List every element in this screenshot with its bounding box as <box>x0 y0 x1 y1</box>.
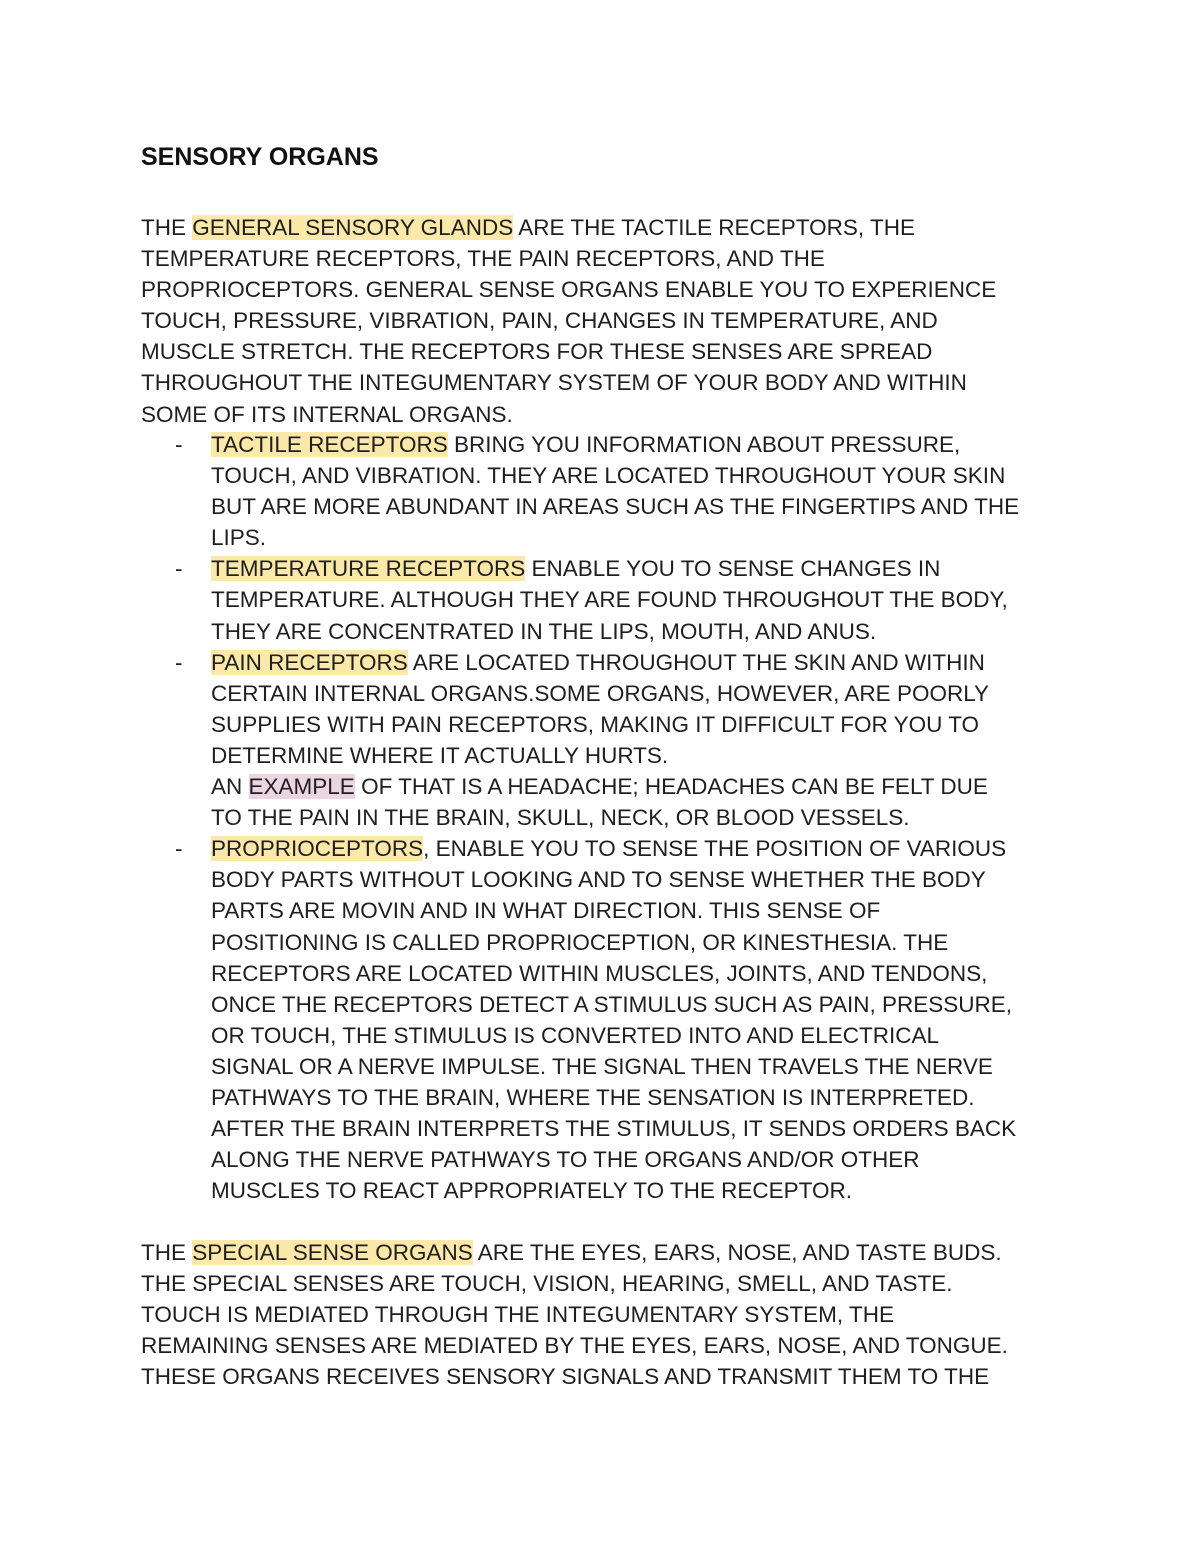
list-item-temperature <box>141 553 1019 646</box>
paragraph-line: TEMPERATURE RECEPTORS, THE PAIN RECEPTORS, AND THE <box>141 246 825 272</box>
list-line: PARTS ARE MOVIN AND IN WHAT DIRECTION. THIS SENSE OF <box>211 898 881 924</box>
list-line: TEMPERATURE. ALTHOUGH THEY ARE FOUND THROUGHOUT THE BODY, <box>211 587 1008 613</box>
highlight-proprioceptors: PROPRIOCEPTORS <box>211 836 424 862</box>
list-line: MUSCLES TO REACT APPROPRIATELY TO THE RECEPTOR. <box>211 1178 853 1204</box>
list-line: THEY ARE CONCENTRATED IN THE LIPS, MOUTH, AND ANUS. <box>211 618 877 644</box>
paragraph-line: SOME OF ITS INTERNAL ORGANS. <box>141 401 513 427</box>
highlight-tactile-receptors: TACTILE RECEPTORS <box>211 432 448 457</box>
paragraph-line: THROUGHOUT THE INTEGUMENTARY SYSTEM OF YOUR BODY AND WITHIN <box>141 370 967 396</box>
paragraph-line: THESE ORGANS RECEIVES SENSORY SIGNALS AND TRANSMIT THEM TO THE <box>141 1364 990 1390</box>
list-line: POSITIONING IS CALLED PROPRIOCEPTION, OR KINESTHESIA. THE <box>211 929 949 955</box>
list-item-tactile <box>141 429 1019 553</box>
highlight-example: EXAMPLE <box>248 774 355 800</box>
list-line: OR TOUCH, THE STIMULUS IS CONVERTED INTO AND ELECTRICAL <box>211 1022 940 1048</box>
list-line: AFTER THE BRAIN INTERPRETS THE STIMULUS, IT SENDS ORDERS BACK <box>211 1116 1017 1142</box>
document-title: SENSORY ORGANS <box>141 143 379 171</box>
paragraph-line: PROPRIOCEPTORS. GENERAL SENSE ORGANS ENABLE YOU TO EXPERIENCE <box>141 277 997 303</box>
highlight-general-sensory-glands: GENERAL SENSORY GLANDS <box>192 215 514 240</box>
bullet-dash: - <box>175 556 183 582</box>
list-line: TACTILE RECEPTORS BRING YOU INFORMATION ABOUT PRESSURE, <box>211 432 961 457</box>
list-line: PATHWAYS TO THE BRAIN, WHERE THE SENSATION IS INTERPRETED. <box>211 1084 975 1110</box>
bullet-dash: - <box>175 649 183 675</box>
general-sensory-paragraph <box>141 212 996 430</box>
highlight-special-sense-organs: SPECIAL SENSE ORGANS <box>192 1240 473 1265</box>
paragraph-line: THE SPECIAL SENSE ORGANS ARE THE EYES, EARS, NOSE, AND TASTE BUDS. <box>141 1240 1002 1265</box>
highlight-pain-receptors: PAIN RECEPTORS <box>211 649 408 675</box>
list-line: ONCE THE RECEPTORS DETECT A STIMULUS SUCH AS PAIN, PRESSURE, <box>211 991 1013 1017</box>
list-line: SUPPLIES WITH PAIN RECEPTORS, MAKING IT DIFFICULT FOR YOU TO <box>211 711 980 737</box>
list-item-pain <box>141 647 1019 834</box>
list-line: TOUCH, AND VIBRATION. THEY ARE LOCATED THROUGHOUT YOUR SKIN <box>211 463 1006 489</box>
list-line: PROPRIOCEPTORS, ENABLE YOU TO SENSE THE POSITION OF VARIOUS <box>211 836 1007 862</box>
list-line: TO THE PAIN IN THE BRAIN, SKULL, NECK, OR BLOOD VESSELS. <box>211 805 910 831</box>
list-line: RECEPTORS ARE LOCATED WITHIN MUSCLES, JOINTS, AND TENDONS, <box>211 960 988 986</box>
paragraph-line: MUSCLE STRETCH. THE RECEPTORS FOR THESE SENSES ARE SPREAD <box>141 339 933 365</box>
list-line: TEMPERATURE RECEPTORS ENABLE YOU TO SENSE CHANGES IN <box>211 556 941 582</box>
paragraph-line: TOUCH IS MEDIATED THROUGH THE INTEGUMENTARY SYSTEM, THE <box>141 1302 895 1328</box>
list-line: BODY PARTS WITHOUT LOOKING AND TO SENSE WHETHER THE BODY <box>211 867 986 893</box>
paragraph-line: THE GENERAL SENSORY GLANDS ARE THE TACTILE RECEPTORS, THE <box>141 215 915 240</box>
special-sense-paragraph <box>141 1237 1008 1392</box>
list-line: CERTAIN INTERNAL ORGANS.SOME ORGANS, HOWEVER, ARE POORLY <box>211 680 990 706</box>
paragraph-line: REMAINING SENSES ARE MEDIATED BY THE EYES, EARS, NOSE, AND TONGUE. <box>141 1333 1008 1359</box>
list-item-proprioceptors <box>141 833 1019 1206</box>
paragraph-line: THE SPECIAL SENSES ARE TOUCH, VISION, HEARING, SMELL, AND TASTE. <box>141 1271 953 1297</box>
list-line: BUT ARE MORE ABUNDANT IN AREAS SUCH AS THE FINGERTIPS AND THE <box>211 494 1020 520</box>
list-line: AN EXAMPLE OF THAT IS A HEADACHE; HEADACHES CAN BE FELT DUE <box>211 774 988 800</box>
bullet-dash: - <box>175 432 183 457</box>
paragraph-line: TOUCH, PRESSURE, VIBRATION, PAIN, CHANGES IN TEMPERATURE, AND <box>141 308 938 334</box>
list-line: DETERMINE WHERE IT ACTUALLY HURTS. <box>211 742 669 768</box>
list-line: ALONG THE NERVE PATHWAYS TO THE ORGANS AND/OR OTHER <box>211 1147 920 1173</box>
receptor-list <box>141 429 1019 1206</box>
list-line: PAIN RECEPTORS ARE LOCATED THROUGHOUT THE SKIN AND WITHIN <box>211 649 985 675</box>
bullet-dash: - <box>175 836 183 862</box>
list-line: SIGNAL OR A NERVE IMPULSE. THE SIGNAL THEN TRAVELS THE NERVE <box>211 1053 993 1079</box>
list-line: LIPS. <box>211 525 267 551</box>
highlight-temperature-receptors: TEMPERATURE RECEPTORS <box>211 556 526 582</box>
